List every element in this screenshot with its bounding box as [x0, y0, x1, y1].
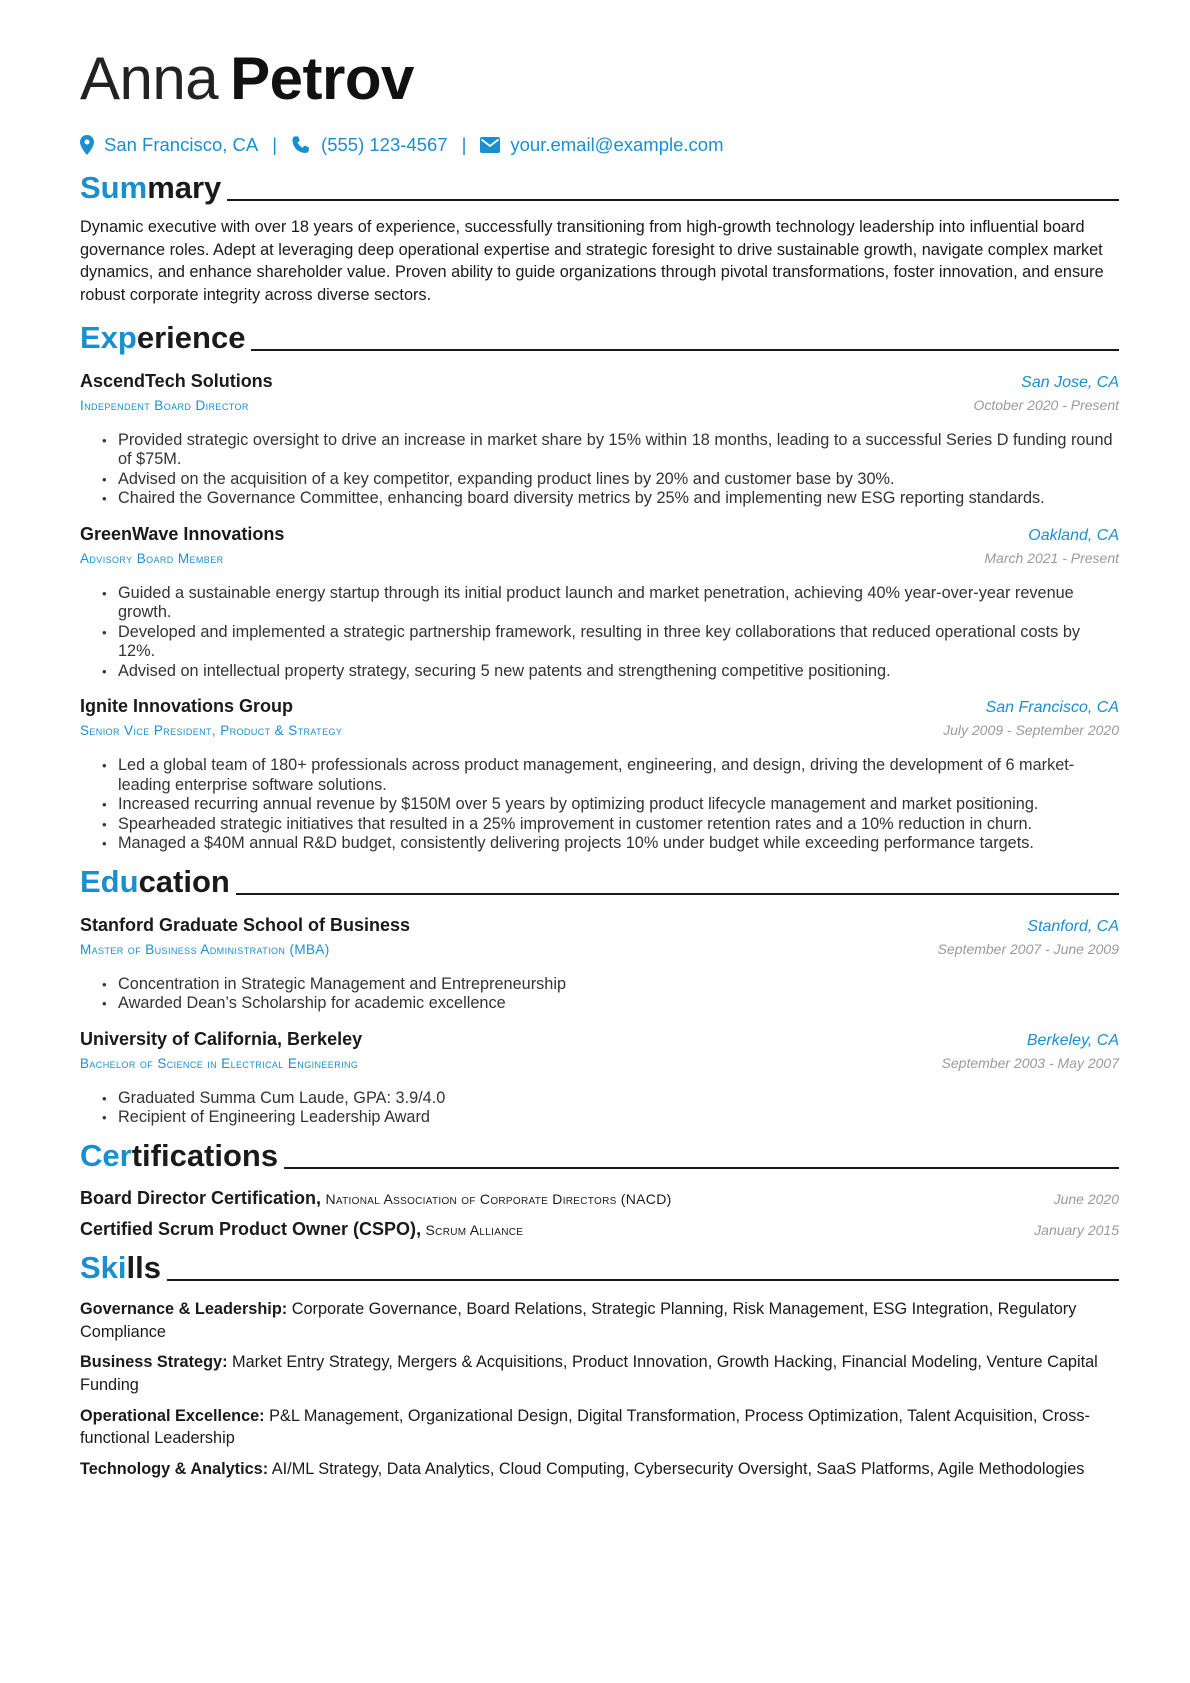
- skill-values: Market Entry Strategy, Mergers & Acquisitions, Product Innovation, Growth Hacking, Financial Modeling, Venture Capital Funding: [80, 1353, 1098, 1394]
- entry-role: Independent Board Director: [80, 397, 249, 413]
- contact-separator: |: [461, 134, 467, 155]
- section-rule: [251, 349, 1119, 351]
- certification-title: Certified Scrum Product Owner (CSPO): [80, 1218, 417, 1239]
- section-heading-experience: [80, 320, 1119, 356]
- entry-org: Stanford Graduate School of Business: [80, 914, 411, 935]
- skill-label: Business Strategy:: [80, 1353, 228, 1372]
- contact-location: [80, 134, 258, 156]
- skill-label: Operational Excellence:: [80, 1406, 265, 1425]
- entry-location: San Jose, CA: [1021, 373, 1119, 391]
- bullet-item: • Led a global team of 180+ professionals across product management, engineering, and design, driving the development of 6 market-leading enterprise software solutions.: [118, 756, 1119, 795]
- bullet-item: • Developed and implemented a strategic partnership framework, resulting in three key collaborations that reduced operational costs by 12%.: [118, 623, 1119, 662]
- summary-title-accent: Sum: [80, 170, 148, 205]
- certifications-title: [80, 1138, 278, 1174]
- entry-dates: October 2020 - Present: [973, 396, 1119, 413]
- bullet-item: • Guided a sustainable energy startup through its initial product launch and market penetration, achieving 40% year-over-year revenue growth.: [118, 584, 1119, 623]
- skill-values: Corporate Governance, Board Relations, Strategic Planning, Risk Management, ESG Integration, Regulatory Compliance: [80, 1299, 1077, 1341]
- contact-email[interactable]: [480, 134, 723, 156]
- bullet-item: • Managed a $40M annual R&D budget, consistently delivering projects 10% under budget while exceeding performance targets.: [118, 834, 1119, 854]
- entry-bullets: [80, 584, 1119, 682]
- contact-bar: [80, 132, 1119, 158]
- entry-dates: September 2007 - June 2009: [937, 940, 1119, 957]
- bullet-item: • Chaired the Governance Committee, enhancing board diversity metrics by 25% and implementing new ESG reporting standards.: [118, 489, 1119, 509]
- entry-subheader: [80, 547, 1119, 570]
- certification-item: [80, 1188, 1119, 1209]
- certifications-title-accent: Cer: [80, 1137, 132, 1173]
- entry-header: [80, 523, 1119, 547]
- entry-bullets: [80, 1089, 1119, 1128]
- certifications-title-rest: tifications: [131, 1137, 279, 1173]
- skill-group: [80, 1351, 1119, 1396]
- section-rule: [167, 1279, 1119, 1281]
- section-rule: [284, 1167, 1119, 1169]
- experience-entry: [80, 523, 1119, 682]
- entry-subheader: [80, 719, 1119, 742]
- experience-entry: [80, 370, 1119, 509]
- entry-location: Oakland, CA: [1028, 526, 1119, 544]
- entry-org: University of California, Berkeley: [80, 1028, 363, 1049]
- entry-bullets: [80, 431, 1119, 509]
- entry-role: Bachelor of Science in Electrical Engineering: [80, 1055, 359, 1071]
- skill-group: [80, 1405, 1119, 1450]
- contact-phone[interactable]: [291, 134, 448, 156]
- skill-group: [80, 1458, 1119, 1481]
- skill-values: P&L Management, Organizational Design, Digital Transformation, Process Optimization, Talent Acquisition, Cross-functional Leadership: [80, 1406, 1090, 1448]
- entry-header: [80, 1028, 1119, 1052]
- bullet-item: • Graduated Summa Cum Laude, GPA: 3.9/4.0: [118, 1089, 1119, 1109]
- entry-location: Berkeley, CA: [1026, 1031, 1119, 1049]
- entry-subheader: [80, 938, 1119, 961]
- skill-group: [80, 1298, 1119, 1343]
- bullet-item: • Increased recurring annual revenue by $150M over 5 years by optimizing product lifecycle management and market positioning.: [118, 795, 1119, 815]
- entry-dates: July 2009 - September 2020: [943, 722, 1119, 739]
- skill-label: Governance & Leadership:: [80, 1299, 288, 1318]
- certification-title: Board Director Certification: [80, 1187, 317, 1208]
- bullet-item: • Spearheaded strategic initiatives that resulted in a 25% improvement in customer retention rates and a 10% reduction in churn.: [118, 815, 1119, 835]
- bullet-item: • Provided strategic oversight to drive an increase in market share by 15% within 18 months, leading to a successful Series D funding round of $75M.: [118, 431, 1119, 470]
- entry-dates: March 2021 - Present: [984, 549, 1119, 566]
- entry-header: [80, 695, 1119, 719]
- entry-header: [80, 370, 1119, 394]
- entry-bullets: [80, 756, 1119, 854]
- entry-bullets: [80, 975, 1119, 1014]
- certification-date: January 2015: [1034, 1221, 1119, 1238]
- entry-location: San Francisco, CA: [985, 699, 1119, 717]
- contact-separator: |: [272, 134, 278, 155]
- bullet-item: • Concentration in Strategic Management and Entrepreneurship: [118, 975, 1119, 995]
- entry-role: Advisory Board Member: [80, 550, 224, 566]
- entry-role: Master of Business Administration (MBA): [80, 941, 330, 957]
- bullet-item: • Awarded Dean’s Scholarship for academic excellence: [118, 994, 1119, 1014]
- section-heading-education: [80, 864, 1119, 900]
- entry-org: GreenWave Innovations: [80, 523, 285, 544]
- education-title-accent: Edu: [80, 863, 139, 899]
- entry-location: Stanford, CA: [1027, 917, 1119, 935]
- section-heading-summary: [80, 170, 1119, 206]
- section-rule: [227, 199, 1119, 201]
- skill-label: Technology & Analytics:: [80, 1460, 269, 1479]
- skills-title: [80, 1250, 161, 1286]
- phone-text: (555) 123-4567: [321, 134, 448, 155]
- name-heading: [80, 0, 1119, 114]
- bullet-item: • Advised on the acquisition of a key competitor, expanding product lines by 20% and customer base by 30%.: [118, 470, 1119, 490]
- entry-subheader: [80, 394, 1119, 417]
- education-entry: [80, 914, 1119, 1014]
- certification-issuer: Scrum Alliance: [425, 1221, 524, 1238]
- skills-title-rest: lls: [126, 1249, 161, 1285]
- bullet-item: • Recipient of Engineering Leadership Award: [118, 1108, 1119, 1128]
- section-heading-certifications: [80, 1138, 1119, 1174]
- summary-text: Dynamic executive with over 18 years of experience, successfully transitioning from high-growth technology leadership into influential board governance roles. Adept at leveraging deep operational expertise and strategic foresight to drive sustainable growth, navigate complex market dynamics, and enhance shareholder value. Proven ability to guide organizations through pivotal transformations, foster innovation, and ensure robust corporate integrity across diverse sectors.: [80, 218, 1104, 305]
- email-link[interactable]: your.email@example.com: [510, 134, 724, 155]
- education-entry: [80, 1028, 1119, 1128]
- certification-name: Board Director Certification, National Association of Corporate Directors (NACD): [80, 1187, 672, 1208]
- skills-title-accent: Ski: [80, 1249, 127, 1285]
- entry-org: Ignite Innovations Group: [80, 696, 293, 717]
- certification-name: Certified Scrum Product Owner (CSPO), Scrum Alliance: [80, 1218, 524, 1239]
- envelope-icon: [480, 137, 500, 153]
- education-title: [80, 864, 230, 900]
- experience-title-rest: erience: [136, 319, 246, 355]
- entry-role: Senior Vice President, Product & Strategy: [80, 723, 343, 739]
- section-rule: [236, 893, 1119, 895]
- section-heading-skills: [80, 1250, 1119, 1286]
- certification-date: June 2020: [1053, 1190, 1119, 1207]
- skill-values: AI/ML Strategy, Data Analytics, Cloud Computing, Cybersecurity Oversight, SaaS Platforms, Agile Methodologies: [271, 1460, 1085, 1479]
- last-name: Petrov: [230, 45, 414, 112]
- certification-item: [80, 1219, 1119, 1240]
- map-marker-icon: [80, 135, 94, 155]
- experience-entry: [80, 695, 1119, 854]
- summary-title: [80, 170, 221, 206]
- entry-dates: September 2003 - May 2007: [941, 1054, 1119, 1071]
- entry-org: AscendTech Solutions: [80, 370, 273, 391]
- experience-title-accent: Exp: [80, 319, 137, 355]
- certification-issuer: National Association of Corporate Directors (NACD): [325, 1190, 672, 1207]
- bullet-item: • Advised on intellectual property strategy, securing 5 new patents and strengthening competitive positioning.: [118, 662, 1119, 682]
- phone-icon: [291, 135, 311, 155]
- experience-title: [80, 320, 245, 356]
- entry-header: [80, 914, 1119, 938]
- location-text: San Francisco, CA: [104, 134, 259, 155]
- entry-subheader: [80, 1052, 1119, 1075]
- summary-title-rest: mary: [147, 170, 222, 205]
- first-name: Anna: [80, 45, 219, 112]
- education-title-rest: cation: [138, 863, 230, 899]
